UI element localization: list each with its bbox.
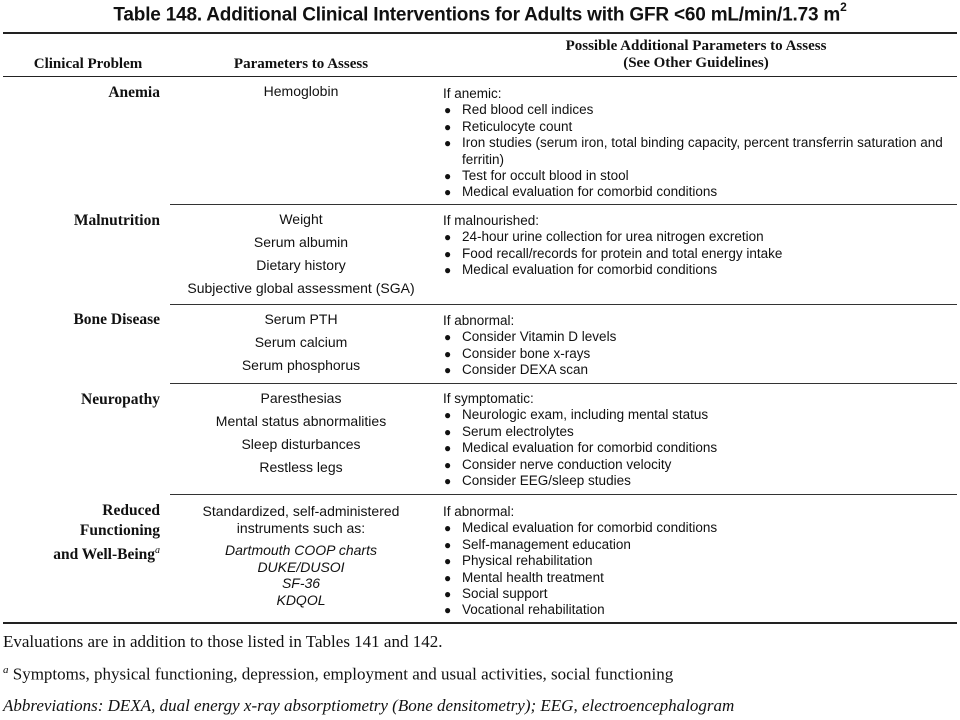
param-item: Dartmouth COOP charts [225, 542, 377, 558]
list-item: ● Social support [444, 586, 548, 602]
header-additional-line2: (See Other Guidelines) [623, 55, 769, 71]
list-item: ● Consider EEG/sleep studies [444, 473, 631, 489]
params-bone-disease [170, 308, 432, 377]
list-item: ● Reticulocyte count [444, 118, 573, 134]
list-item: ● Test for occult blood in stool [444, 168, 629, 184]
bottom-rule [3, 622, 957, 624]
list-item: ● Medical evaluation for comorbid conditions [444, 440, 718, 456]
param-item: Restless legs [259, 459, 343, 475]
additional-neuropathy [443, 391, 953, 489]
list-item: ● Food recall/records for protein and total energy intake [444, 245, 783, 261]
list-item: ● 24-hour urine collection for urea nitrogen excretion [444, 229, 764, 245]
row-divider [170, 204, 957, 205]
param-item: Subjective global assessment (SGA) [187, 280, 415, 296]
param-item: SF-36 [281, 575, 321, 591]
list-item: ● Vocational rehabilitation [444, 602, 605, 618]
table-title: Table 148. Additional Clinical Interventions for Adults with GFR <60 mL/min/1.73 $m^2$ [113, 0, 847, 26]
top-rule [3, 32, 957, 34]
list-item: ● Consider Vitamin D levels [444, 329, 617, 345]
problem-malnutrition: Malnutrition [73, 212, 160, 229]
row-divider [170, 494, 957, 495]
condition-label: If malnourished: [443, 213, 540, 228]
condition-label: If abnormal: [443, 313, 515, 328]
list-item: ● Neurologic exam, including mental status [444, 407, 709, 423]
row-divider [170, 304, 957, 305]
list-item: ● Medical evaluation for comorbid conditions [444, 184, 718, 200]
params-reduced-functioning [170, 503, 432, 608]
header-clinical-problem: Clinical Problem [33, 56, 143, 72]
params-neuropathy [170, 387, 432, 479]
param-item: instruments such as: [236, 519, 366, 536]
condition-label: If abnormal: [443, 504, 515, 519]
header-parameters: Parameters to Assess [233, 56, 369, 72]
condition-label: If symptomatic: [443, 391, 534, 406]
problem-reduced-functioning: Reduced Functioning and Well-Being$^a$ [53, 502, 160, 564]
param-item: KDQOL [276, 591, 326, 608]
list-item: ● Medical evaluation for comorbid conditions [444, 520, 718, 536]
title-superscript: 2 [840, 0, 847, 14]
additional-reduced-functioning [443, 504, 953, 619]
list-item: ● Consider nerve conduction velocity [444, 456, 672, 472]
additional-bone-disease [443, 313, 953, 379]
problem-neuropathy: Neuropathy [81, 391, 160, 408]
param-item: Serum PTH [264, 311, 338, 327]
params-anemia [170, 80, 432, 103]
list-item: ● Serum electrolytes [444, 423, 574, 439]
param-item: Serum phosphorus [241, 357, 361, 373]
condition-label: If anemic: [443, 86, 502, 101]
param-item: DUKE/DUSOI [257, 558, 345, 575]
param-item: Serum calcium [254, 334, 348, 350]
footnote-abbreviations: Abbreviations: DEXA, dual energy x-ray absorptiometry (Bone densitometry); EEG, electroencephalogram [3, 696, 735, 715]
list-item: ● Mental health treatment [444, 569, 604, 585]
param-item: Weight [279, 211, 323, 227]
problem-anemia: Anemia [108, 84, 160, 101]
param-item: Mental status abnormalities [215, 413, 387, 429]
header-rule [3, 76, 957, 77]
param-item: Paresthesias [260, 390, 342, 406]
list-item: ● Self-management education [444, 536, 631, 552]
footnote-a-marker: a [3, 664, 9, 676]
additional-anemia [443, 86, 953, 201]
footnote-a: $^a$ Symptoms, physical functioning, depression, employment and usual activities, social functioning [3, 664, 674, 684]
list-item: ● Consider bone x-rays [444, 345, 591, 361]
param-item: Sleep disturbances [241, 436, 361, 452]
header-additional-line1: Possible Additional Parameters to Assess [565, 38, 827, 54]
list-item: ● Physical rehabilitation [444, 553, 593, 569]
row-divider [170, 383, 957, 384]
list-item: ● Red blood cell indices [444, 102, 594, 118]
header-additional-params [430, 38, 960, 72]
params-malnutrition [170, 208, 432, 300]
list-item: ● Medical evaluation for comorbid conditions [444, 262, 718, 278]
footnote-marker-a: a [155, 545, 160, 556]
list-item: ● Consider DEXA scan [444, 362, 589, 378]
param-item: Serum albumin [253, 234, 349, 250]
problem-bone-disease: Bone Disease [73, 311, 160, 328]
param-item: Hemoglobin [263, 83, 339, 99]
list-item: ● Iron studies (serum iron, total binding capacity, percent transferrin saturation and ferritin) [444, 135, 943, 167]
param-item: Standardized, self-administered [202, 503, 400, 519]
footnote-evaluations: Evaluations are in addition to those listed in Tables 141 and 142. [3, 632, 443, 651]
additional-malnutrition [443, 213, 953, 279]
param-item: Dietary history [256, 257, 346, 273]
